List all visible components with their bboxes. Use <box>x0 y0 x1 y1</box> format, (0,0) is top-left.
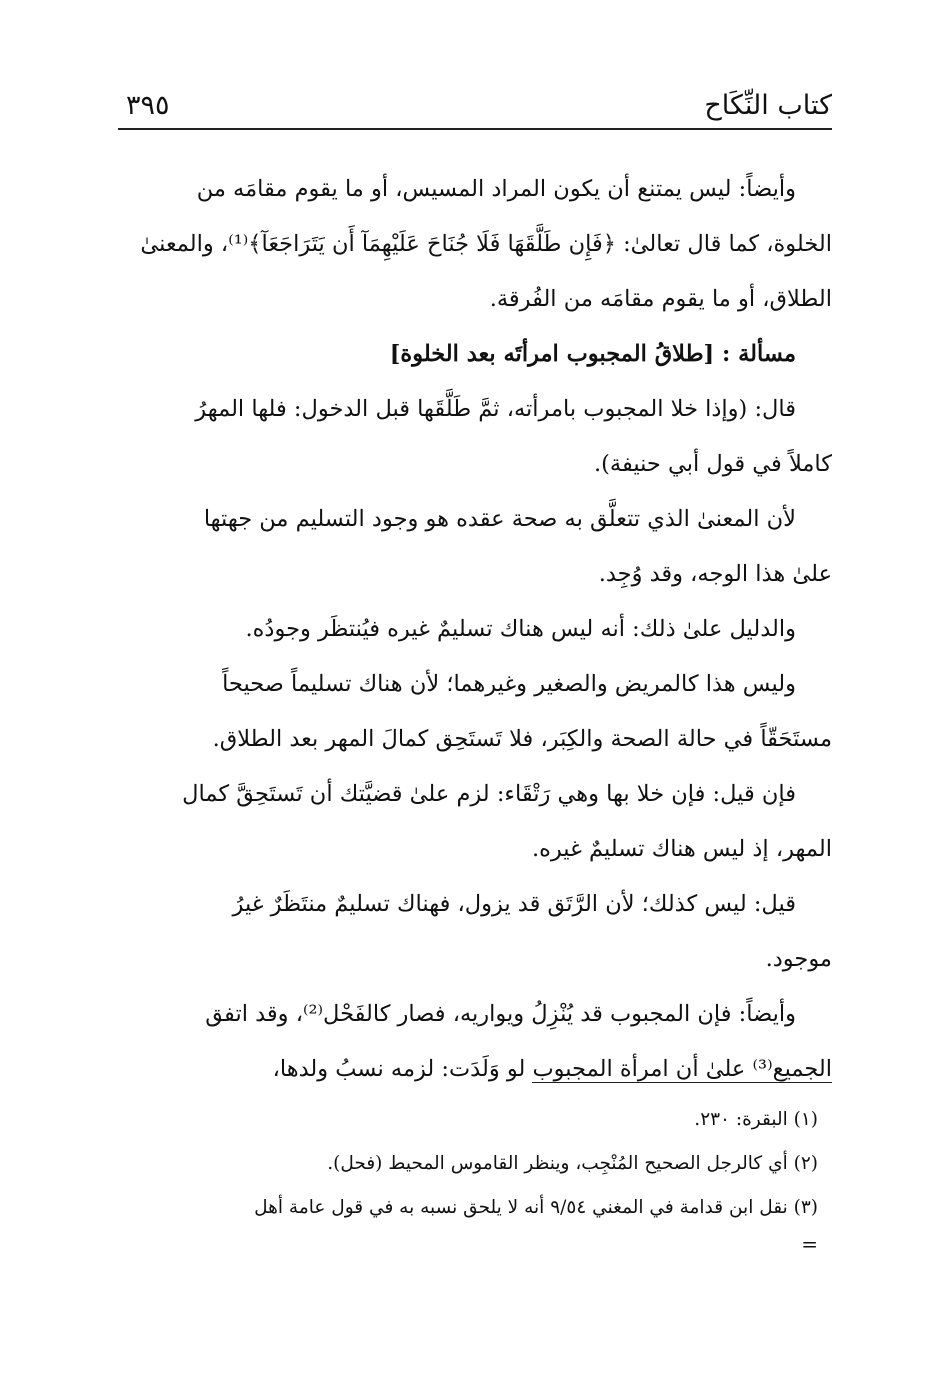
text-line: الجميع⁽³⁾ علىٰ أن امرأة المجبوب لو وَلَدَت: لزمه نسبُ ولدها، <box>272 1056 832 1082</box>
text-line: علىٰ هذا الوجه، وقد وُجِد. <box>598 561 832 587</box>
text-line: وأيضاً: فإن المجبوب قد يُنْزِلُ ويواريه، فصار كالفَحْل⁽²⁾، وقد اتفق <box>205 1001 796 1027</box>
text-line: لأن المعنىٰ الذي تتعلَّق به صحة عقده هو وجود التسليم من جهتها <box>203 506 796 532</box>
footnote-continuation-mark: = <box>801 1232 818 1256</box>
footnote-item: (١) البقرة: ٢٣٠. <box>694 1109 818 1130</box>
text-line: والدليل علىٰ ذلك: أنه ليس هناك تسليمٌ غيره فيُنتظَر وجودُه. <box>245 616 796 642</box>
text-line: قال: (وإذا خلا المجبوب بامرأته، ثمَّ طَلَّقَها قبل الدخول: فلها المهرُ <box>195 396 796 422</box>
footnotes <box>118 1098 832 1258</box>
text-line: كاملاً في قول أبي حنيفة). <box>593 451 832 477</box>
text-line: قيل: ليس كذلك؛ لأن الرَّتَق قد يزول، فهناك تسليمٌ منتَظَرٌ غيرُ <box>232 891 796 917</box>
page-header <box>118 82 832 130</box>
text-line: فإن قيل: فإن خلا بها وهي رَتْقَاء: لزم علىٰ قضيَّتك أن تَستَحِقَّ كمال <box>182 781 796 807</box>
footnote-divider <box>532 1082 832 1083</box>
footnote-item: (٢) أي كالرجل الصحيح المُنْجِب، وينظر القاموس المحيط (فحل). <box>327 1153 818 1174</box>
text-line: الخلوة، كما قال تعالىٰ: ﴿فَإِن طَلَّقَهَا فَلَا جُنَاحَ عَلَيْهِمَآ أَن يَتَرَاجَعَآ﴾⁽¹⁾، والمعنىٰ <box>140 231 832 257</box>
text-line: المهر، إذ ليس هناك تسليمٌ غيره. <box>531 836 832 862</box>
text-line: موجود. <box>765 946 832 972</box>
text-line: وليس هذا كالمريض والصغير وغيرهما؛ لأن هناك تسليماً صحيحاً <box>222 671 796 697</box>
chapter-title: كتاب النِّكَاح <box>704 90 832 121</box>
text-line: وأيضاً: ليس يمتنع أن يكون المراد المسيس، أو ما يقوم مقامَه من <box>196 176 796 202</box>
text-line: مستَحَقّاً في حالة الصحة والكِبَر، فلا تَستَحِق كمالَ المهر بعد الطلاق. <box>212 726 832 752</box>
page-number: ٣٩٥ <box>126 90 170 121</box>
section-heading: مسألة : [طلاقُ المجبوب امرأتَه بعد الخلوة] <box>389 341 796 367</box>
text-line: الطلاق، أو ما يقوم مقامَه من الفُرقة. <box>489 286 832 312</box>
footnote-item: (٣) نقل ابن قدامة في المغني ٩/٥٤ أنه لا يلحق نسبه به في قول عامة أهل <box>254 1197 818 1218</box>
main-text <box>118 162 832 1097</box>
